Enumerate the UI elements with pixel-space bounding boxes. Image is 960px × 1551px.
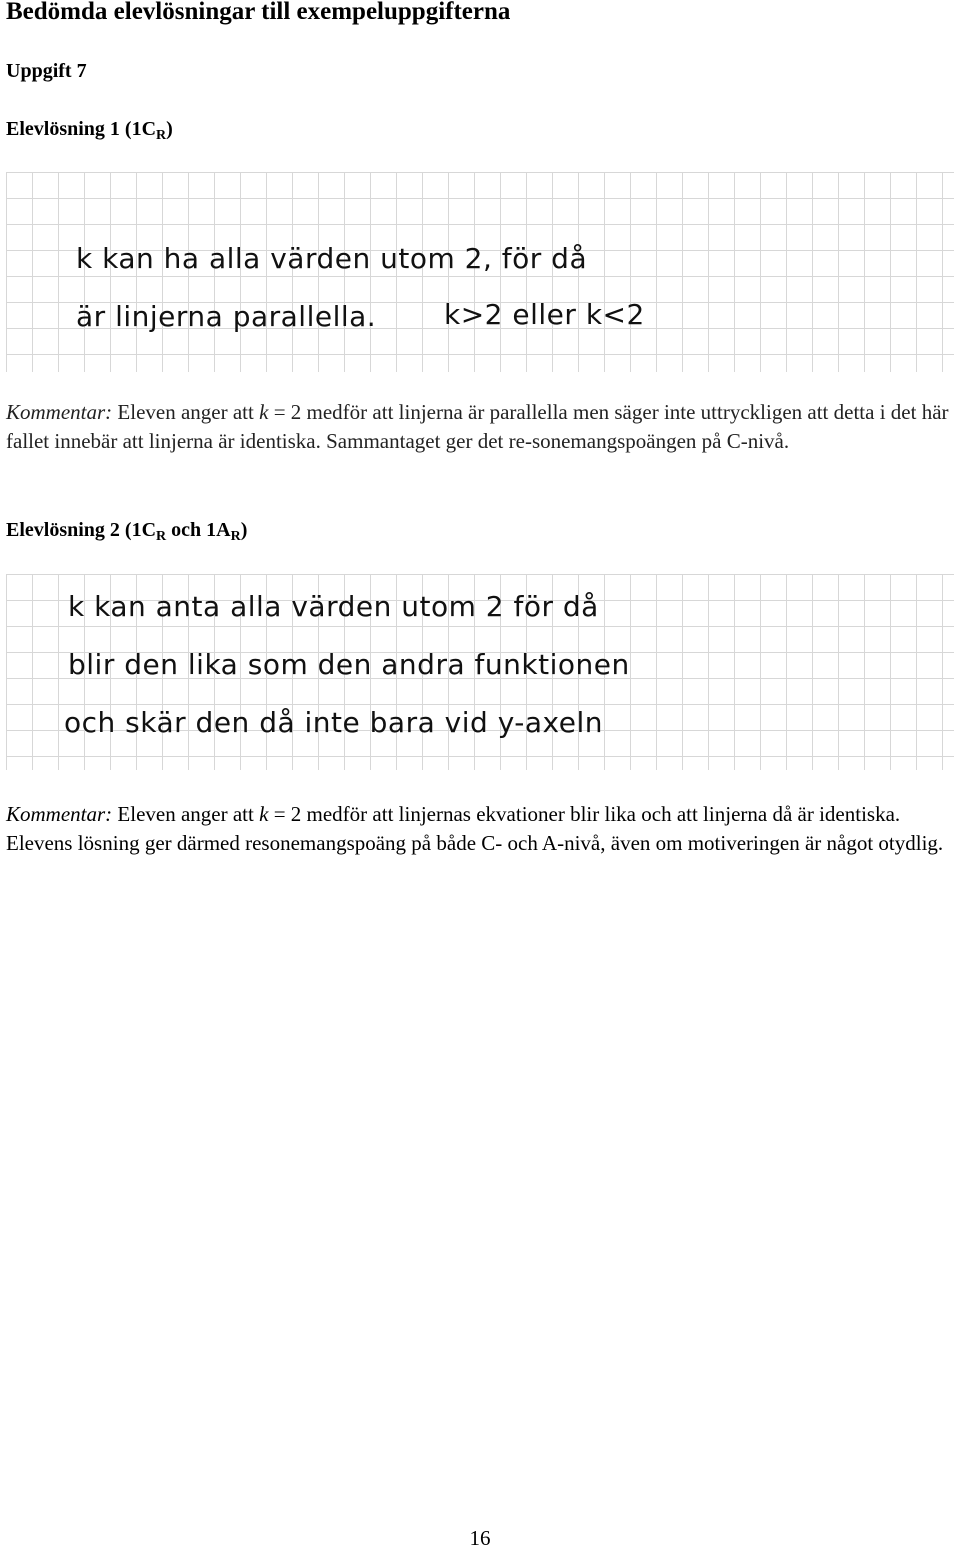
comment-variable-k: k	[259, 802, 269, 826]
handwriting-line-2-inequality: k>2 eller k<2	[444, 298, 645, 331]
comment-text-part-2: = 2 medför att linjerna är parallella men säger inte uttryckligen att detta i det här fallet innebär att linjerna är identiska. Sammantaget ger det re-sonemangspoängen på C-nivå.	[6, 400, 949, 453]
comment-solution-1	[6, 398, 951, 456]
comment-solution-2	[6, 800, 951, 858]
solution-2-heading-middle: och 1A	[166, 519, 231, 541]
handwriting-line-1: k kan anta alla värden utom 2 för då	[68, 590, 599, 623]
solution-2-heading-subscript-1: R	[156, 529, 167, 544]
assignment-heading: Uppgift 7	[6, 60, 87, 82]
comment-variable-k: k	[259, 400, 269, 424]
handwriting-line-2: är linjerna parallella.	[76, 300, 377, 333]
comment-label: Kommentar:	[6, 400, 113, 424]
handwriting-line-2: blir den lika som den andra funktionen	[68, 648, 630, 681]
solution-2-heading-suffix: )	[240, 519, 248, 541]
solution-2-heading-prefix: Elevlösning 2 (1C	[6, 519, 157, 541]
solution-1-heading	[6, 118, 173, 141]
handwriting-line-3: och skär den då inte bara vid y-axeln	[64, 706, 603, 739]
solution-1-heading-subscript: R	[156, 128, 167, 143]
solution-2-heading-subscript-2: R	[230, 529, 241, 544]
comment-text-part-2: = 2 medför att linjernas ekvationer blir lika och att linjerna då är identiska. Elevens lösning ger därmed resonemangspoäng på både C- och A-nivå, även om motiveringen är något otydlig.	[6, 802, 944, 855]
solution-1-heading-suffix: )	[166, 118, 173, 140]
page-number: 16	[469, 1526, 491, 1550]
handwriting-line-1: k kan ha alla värden utom 2, för då	[76, 242, 588, 275]
comment-text-part-1: Eleven anger att	[112, 802, 260, 826]
page-title: Bedömda elevlösningar till exempeluppgifterna	[6, 0, 511, 25]
comment-label: Kommentar:	[6, 802, 113, 826]
handwritten-solution-2	[6, 574, 954, 770]
solution-1-heading-prefix: Elevlösning 1 (1C	[6, 118, 157, 140]
comment-text-part-1: Eleven anger att	[112, 400, 260, 424]
solution-2-heading	[6, 519, 247, 542]
handwritten-solution-1	[6, 172, 954, 372]
